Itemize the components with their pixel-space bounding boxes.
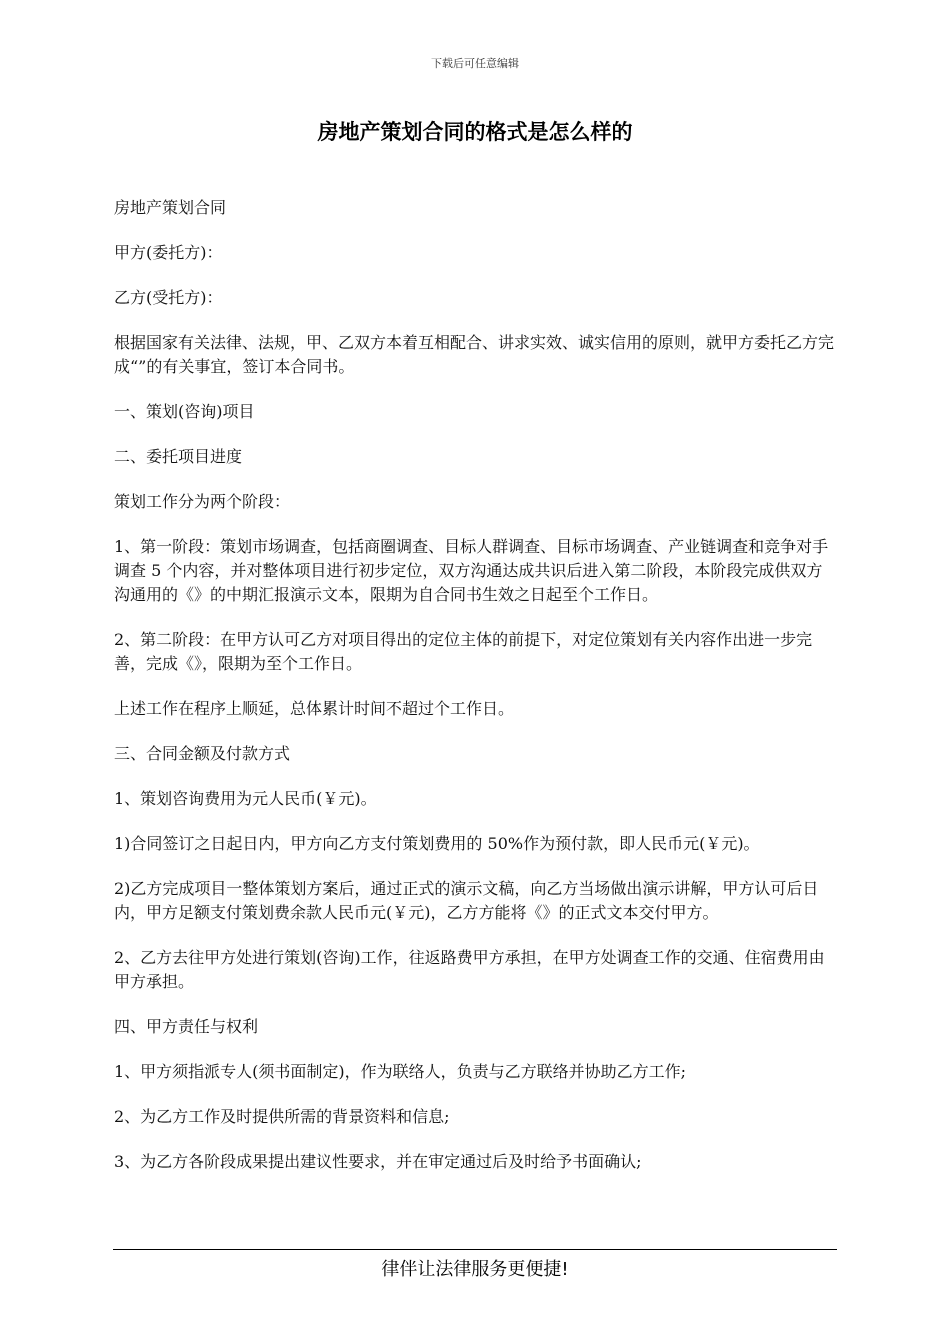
paragraph: 1、第一阶段：策划市场调查，包括商圈调查、目标人群调查、目标市场调查、产业链调查和竞争对手调查 5 个内容，并对整体项目进行初步定位，双方沟通达成共识后进入第二阶段，本阶段完成供双方沟通用的《》的中期汇报演示文本，限期为自合同书生效之日起至个工作日。 [114,537,829,604]
paragraph: 甲方(委托方)： [114,243,223,262]
footer-divider [113,1249,837,1250]
paragraph: 1、策划咨询费用为元人民币(￥元)。 [114,789,377,808]
section-heading: 二、委托项目进度 [114,447,243,466]
page-footer-slogan: 律伴让法律服务更便捷! [381,1259,569,1280]
paragraph: 2、第二阶段：在甲方认可乙方对项目得出的定位主体的前提下，对定位策划有关内容作出进一步完善，完成《》，限期为至个工作日。 [114,630,813,673]
paragraph: 房地产策划合同 [114,198,227,217]
document-title: 房地产策划合同的格式是怎么样的 [317,120,633,144]
section-heading: 一、策划(咨询)项目 [114,402,255,421]
paragraph: 2、乙方去往甲方处进行策划(咨询)工作，往返路费甲方承担，在甲方处调查工作的交通、住宿费用由甲方承担。 [114,948,825,991]
paragraph: 上述工作在程序上顺延，总体累计时间不超过个工作日。 [114,699,515,718]
paragraph: 1、甲方须指派专人(须书面制定)，作为联络人，负责与乙方联络并协助乙方工作; [114,1062,687,1081]
paragraph: 策划工作分为两个阶段： [114,492,291,511]
paragraph: 乙方(受托方)： [114,288,223,307]
section-heading: 四、甲方责任与权利 [114,1017,259,1036]
paragraph: 3、为乙方各阶段成果提出建议性要求，并在审定通过后及时给予书面确认; [114,1152,642,1171]
page-header-note: 下载后可任意编辑 [431,57,519,70]
paragraph: 2)乙方完成项目一整体策划方案后，通过正式的演示文稿，向乙方当场做出演示讲解，甲方认可后日内，甲方足额支付策划费余款人民币元(￥元)，乙方方能将《》的正式文本交付甲方。 [114,879,819,922]
section-heading: 三、合同金额及付款方式 [114,744,291,763]
document-body [114,196,838,1195]
paragraph: 根据国家有关法律、法规，甲、乙双方本着互相配合、讲求实效、诚实信用的原则，就甲方委托乙方完成“”的有关事宜，签订本合同书。 [114,333,835,376]
paragraph: 1)合同签订之日起日内，甲方向乙方支付策划费用的 50%作为预付款，即人民币元(￥元)。 [114,834,760,853]
paragraph: 2、为乙方工作及时提供所需的背景资料和信息; [114,1107,450,1126]
